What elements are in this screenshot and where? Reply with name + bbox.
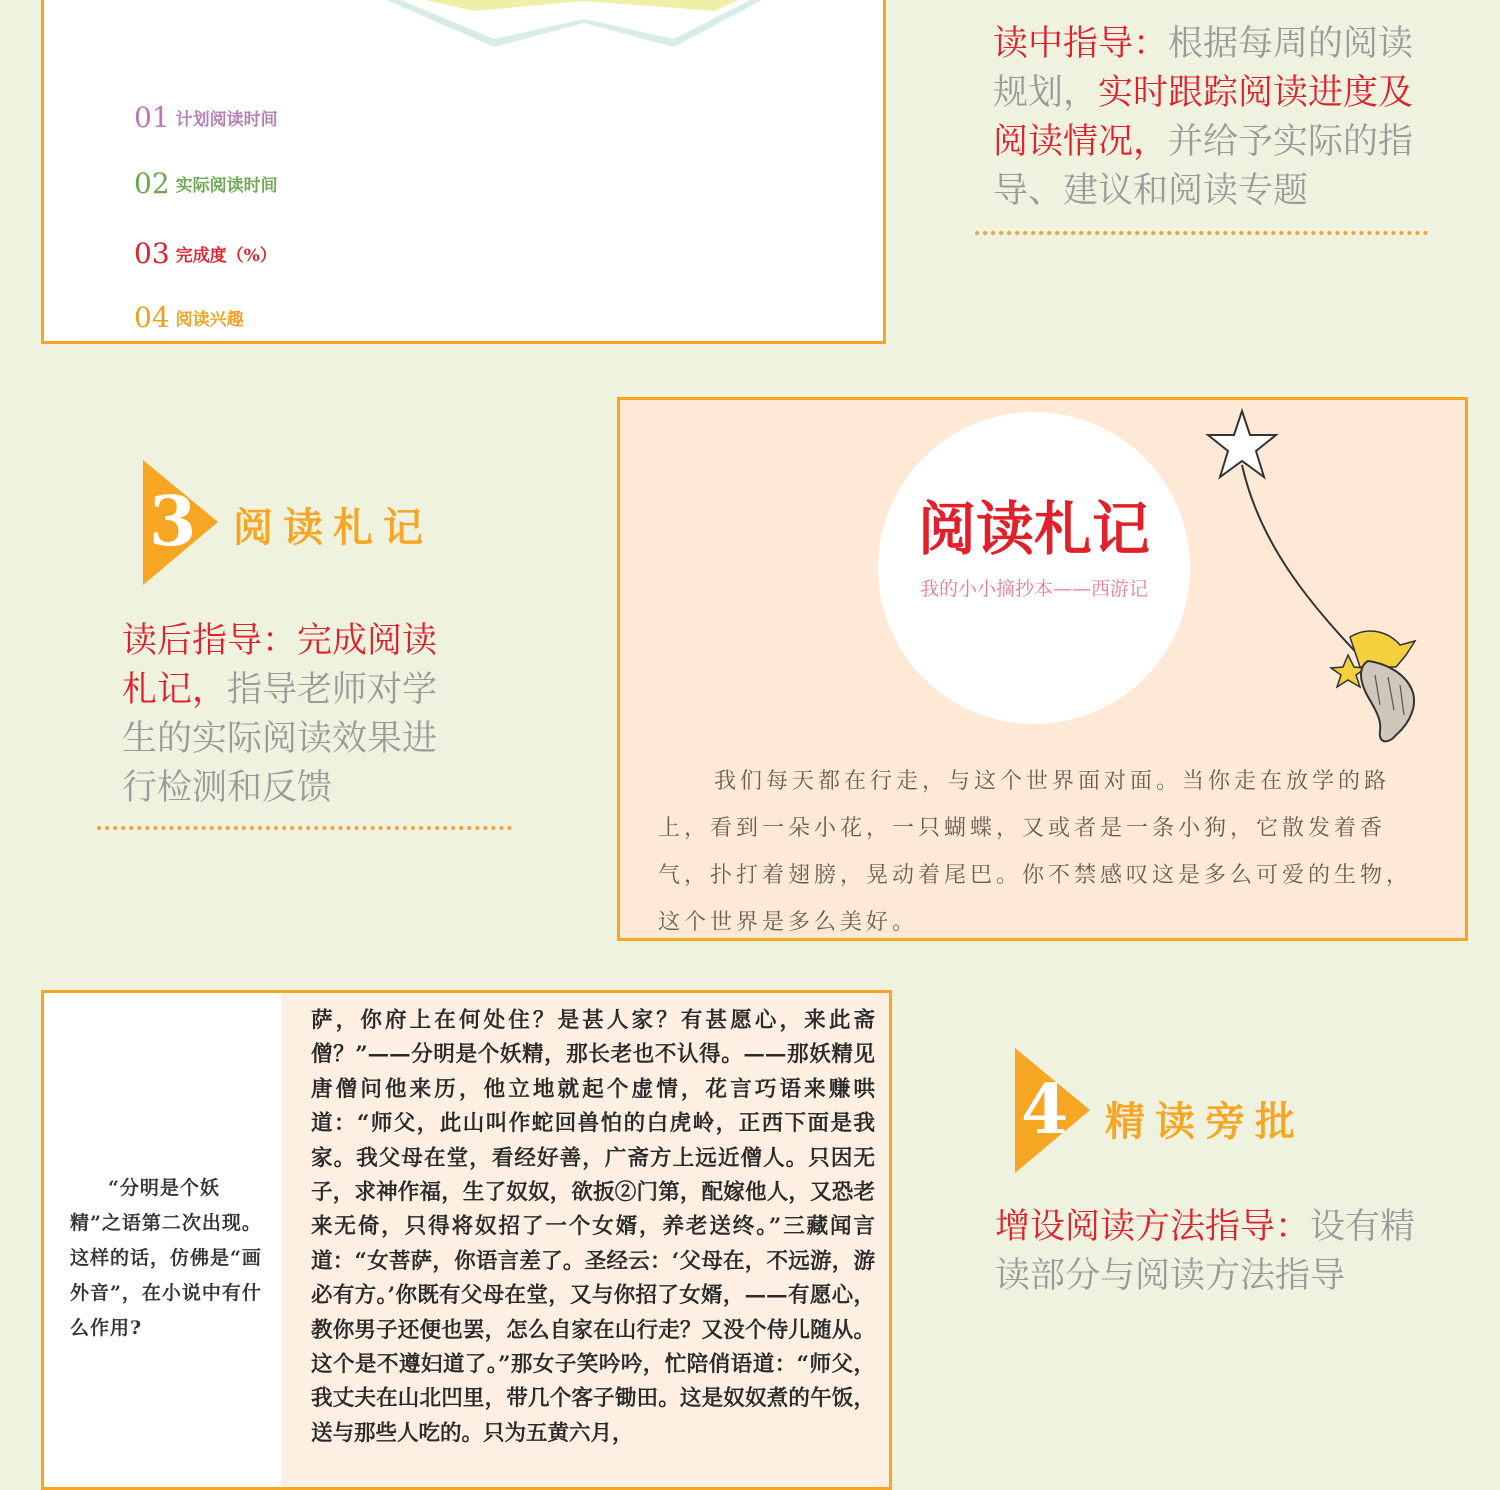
close-reading-guidance: 增设阅读方法指导：设有精读部分与阅读方法指导 [995,1207,1416,1296]
chart-decoration [294,0,894,63]
book-excerpt-text: 萨，你府上在何处住？是甚人家？有甚愿心，来此斋僧？”——分明是个妖精，那长老也不认得。——那妖精见唐僧问他来历，他立地就起个虚情，花言巧语来赚哄道：“师父，此山叫作蛇回兽怕的白虎岭，正西下面是我家。我父母在堂，看经好善，广斋方上远近僧人。只因无子，求神作福，生了奴奴，欲扳②门第，配嫁他人，又恐老来无倚，只得将奴招了一个女婿，养老送终。”三藏闻言道：“女菩萨，你语言差了。圣经云：‘父母在，不远游，游必有方。’你既有父母在堂，又与你招了女婿，——有愿心，教你男子还便也罢，怎么自家在山行走？又没个侍儿随从。这个是不遵妇道了。”那女子笑吟吟，忙陪俏语道：“师父，我丈夫在山北凹里，带几个客子锄田。这是奴奴煮的午饭，送与那些人吃的。只为五黄六月， [311,1008,875,1446]
notes-subtitle: 我的小小摘抄本——西游记 [919,578,1148,600]
legend-item-completion: 03 完成度（%） [134,237,277,270]
margin-annotation-column [44,993,281,1487]
reading-progress-chart-card [41,0,886,344]
margin-annotation: “分明是个妖精”之语第二次出现。这样的话，仿佛是“画外音”，在小说中有什么作用? [70,1177,262,1339]
during-reading-guidance: 读中指导：根据每周的阅读规划，实时跟踪阅读进度及阅读情况，并给予实际的指导、建议和阅读专题 [993,24,1414,211]
legend-item-actual-time: 02 实际阅读时间 [134,167,278,200]
legend-item-interest: 04 阅读兴趣 [134,301,244,334]
section-3-number: 3 [149,482,197,562]
section-4-title: 精读旁批 [1105,1099,1305,1145]
section-4-number: 4 [1021,1070,1069,1150]
divider-dotted [975,231,1428,235]
star-kite-illustration [1200,405,1440,755]
after-reading-guidance: 读后指导：完成阅读札记，指导老师对学生的实际阅读效果进行检测和反馈 [122,621,438,808]
section-3-title: 阅读札记 [233,505,433,551]
section-4-header [1015,1048,1375,1173]
notes-body-text: 我们每天都在行走，与这个世界面对面。当你走在放学的路上，看到一朵小花，一只蝴蝶，又或者是一条小狗，它散发着香气，扑打着翅膀，晃动着尾巴。你不禁感叹这是多么可爱的生物，这个世界是多么美好。 [658,769,1413,935]
legend-item-planned-time: 01 计划阅读时间 [134,101,278,134]
divider-dotted [97,826,512,830]
notes-title-circle [878,412,1190,724]
notes-title: 阅读札记 [917,495,1150,563]
annotated-book-page [41,990,892,1490]
reading-notes-card [617,397,1468,941]
section-3-header [143,460,503,585]
